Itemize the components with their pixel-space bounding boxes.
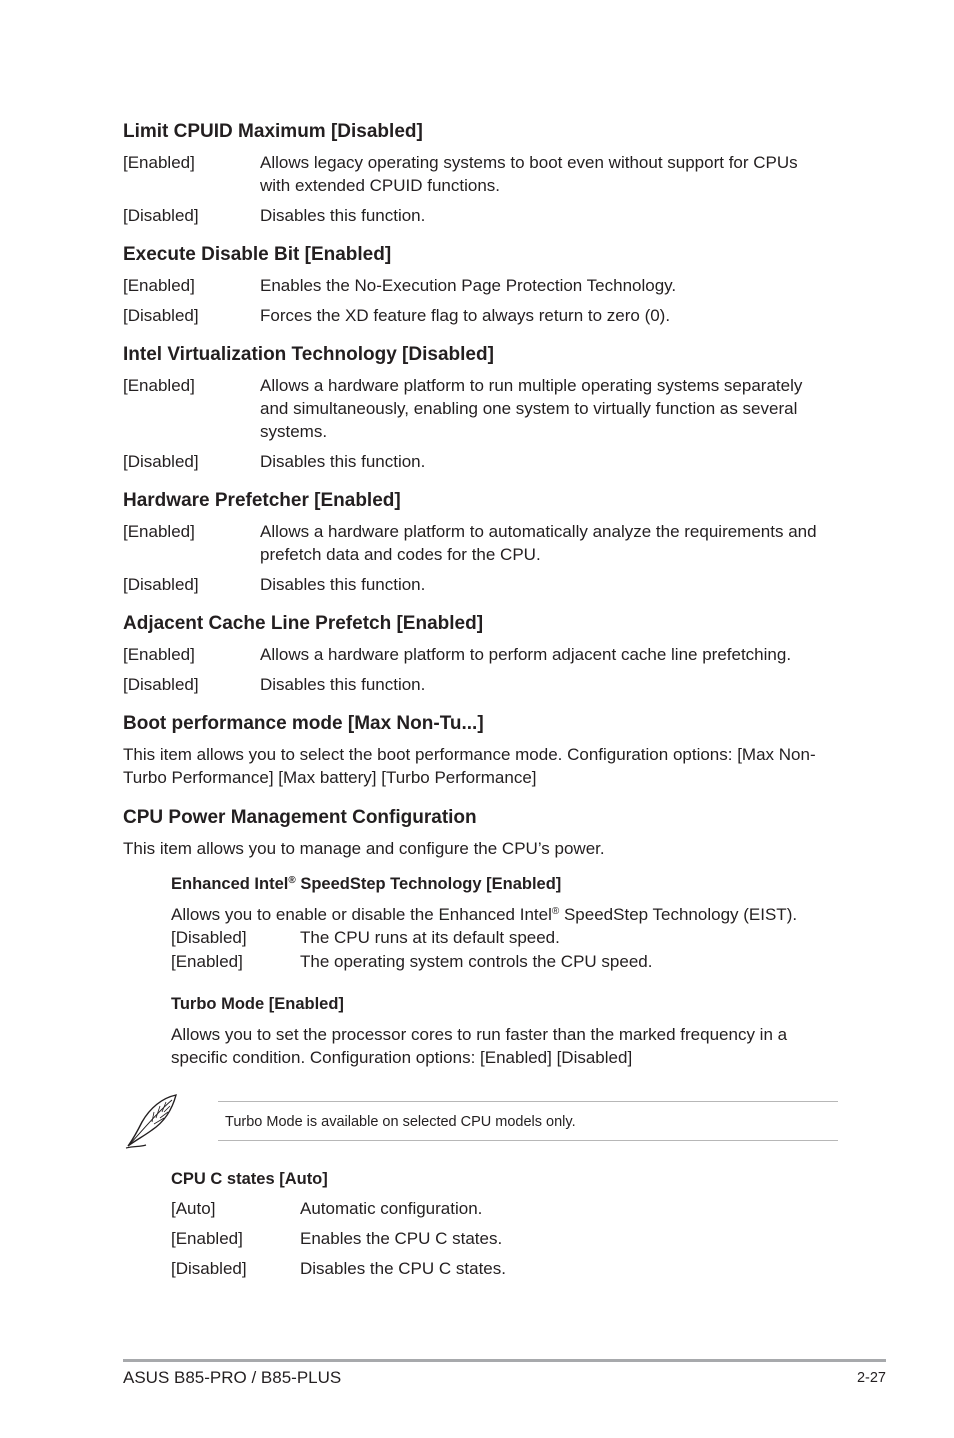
option-key: [Disabled] [123,675,199,694]
option-key: [Enabled] [123,153,195,172]
option-key: [Disabled] [171,1259,247,1278]
section-paragraph: This item allows you to select the boot performance mode. Configuration options: [Max Non-Turbo Performance] [Max battery] [Turbo Performance] [123,745,816,787]
option-description: Allows legacy operating systems to boot even without support for CPUs with extended CPUID functions. [260,153,798,195]
option-key: [Auto] [171,1199,216,1218]
option-description: Allows a hardware platform to perform adjacent cache line prefetching. [260,645,792,664]
section-title-limit-cpuid: Limit CPUID Maximum [Disabled] [123,121,423,142]
option-key: [Disabled] [123,575,199,594]
section-paragraph: This item allows you to manage and configure the CPU’s power. [123,839,605,858]
section-title-intel-virtualization: Intel Virtualization Technology [Disabled] [123,344,494,365]
option-key: [Disabled] [123,306,199,325]
subsection-paragraph: Allows you to enable or disable the Enhanced Intel® SpeedStep Technology (EIST). [171,905,798,924]
option-description: The operating system controls the CPU speed. [300,952,653,971]
option-description: Disables this function. [260,575,426,594]
option-description: Automatic configuration. [300,1199,483,1218]
page-number: 2-27 [856,1370,886,1386]
subsection-title-cpu-c-states: CPU C states [Auto] [171,1170,328,1188]
note-top-rule [218,1101,838,1102]
subsection-title-eist: Enhanced Intel® SpeedStep Technology [Enabled] [171,875,562,893]
note-text: Turbo Mode is available on selected CPU models only. [225,1114,576,1130]
section-title-cpu-power-management: CPU Power Management Configuration [123,807,477,828]
option-key: [Enabled] [123,645,195,664]
option-key: [Enabled] [171,952,243,971]
option-description: Enables the CPU C states. [300,1229,503,1248]
option-key: [Enabled] [123,522,195,541]
option-description: The CPU runs at its default speed. [300,928,560,947]
option-description: Allows a hardware platform to run multiple operating systems separately and simultaneously, enabling one system to virtually function as several systems. [260,376,803,441]
option-description: Forces the XD feature flag to always return to zero (0). [260,306,671,325]
option-key: [Enabled] [123,276,195,295]
option-description: Allows a hardware platform to automatically analyze the requirements and prefetch data and codes for the CPU. [260,522,817,564]
option-key: [Disabled] [171,928,247,947]
option-key: [Disabled] [123,206,199,225]
note-bottom-rule [218,1140,838,1141]
footer-rule [123,1359,886,1362]
section-title-hardware-prefetcher: Hardware Prefetcher [Enabled] [123,490,401,511]
subsection-paragraph: Allows you to set the processor cores to run faster than the marked frequency in a specific condition. Configuration options: [Enabled] [Disabled] [171,1025,788,1067]
option-key: [Enabled] [171,1229,243,1248]
option-description: Disables the CPU C states. [300,1259,506,1278]
quill-pen-icon [122,1092,180,1150]
section-title-execute-disable-bit: Execute Disable Bit [Enabled] [123,244,392,265]
subsection-title-turbo-mode: Turbo Mode [Enabled] [171,995,344,1013]
option-description: Enables the No-Execution Page Protection Technology. [260,276,677,295]
section-title-adjacent-cache-line: Adjacent Cache Line Prefetch [Enabled] [123,613,484,634]
option-description: Disables this function. [260,675,426,694]
footer-product-name: ASUS B85-PRO / B85-PLUS [123,1368,342,1387]
section-title-boot-performance-mode: Boot performance mode [Max Non-Tu...] [123,713,484,734]
option-description: Disables this function. [260,206,426,225]
option-description: Disables this function. [260,452,426,471]
option-key: [Enabled] [123,376,195,395]
option-key: [Disabled] [123,452,199,471]
